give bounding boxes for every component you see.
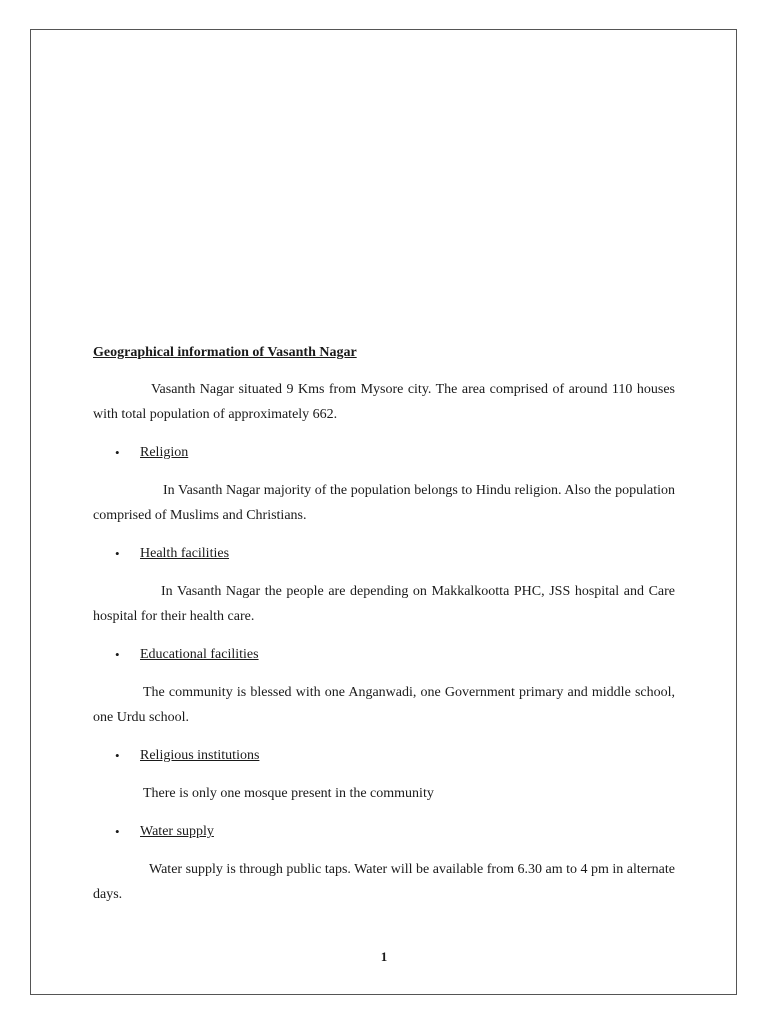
education-paragraph: The community is blessed with one Anganwadi, one Government primary and middle school, one Urdu school. — [93, 685, 675, 725]
bullet-icon: • — [115, 546, 120, 561]
intro-paragraph: Vasanth Nagar situated 9 Kms from Mysore city. The area comprised of around 110 houses with total population of approximately 662. — [93, 382, 675, 422]
bullet-icon: • — [115, 748, 120, 763]
water-paragraph: Water supply is through public taps. Water will be available from 6.30 am to 4 pm in alternate days. — [93, 862, 675, 902]
document-heading: Geographical information of Vasanth Nagar — [93, 345, 357, 360]
section-title: Educational facilities — [140, 647, 259, 662]
bullet-icon: • — [115, 445, 120, 460]
section-heading-education — [93, 642, 675, 667]
section-title: Religion — [140, 445, 189, 460]
section-heading-health — [93, 541, 675, 566]
institutions-paragraph: There is only one mosque present in the community — [143, 786, 434, 801]
page-number: 1 — [380, 949, 388, 964]
health-paragraph: In Vasanth Nagar the people are depending on Makkalkootta PHC, JSS hospital and Care hospital for their health care. — [93, 584, 675, 624]
section-heading-water — [93, 819, 675, 844]
religion-paragraph: In Vasanth Nagar majority of the population belongs to Hindu religion. Also the population comprised of Muslims and Christians. — [93, 483, 675, 523]
section-heading-institutions — [93, 743, 675, 768]
bullet-icon: • — [115, 824, 120, 839]
bullet-icon: • — [115, 647, 120, 662]
section-heading-religion — [93, 440, 675, 465]
section-title: Water supply — [140, 824, 214, 839]
document-body — [93, 340, 675, 907]
section-title: Religious institutions — [140, 748, 260, 763]
section-title: Health facilities — [140, 546, 230, 561]
